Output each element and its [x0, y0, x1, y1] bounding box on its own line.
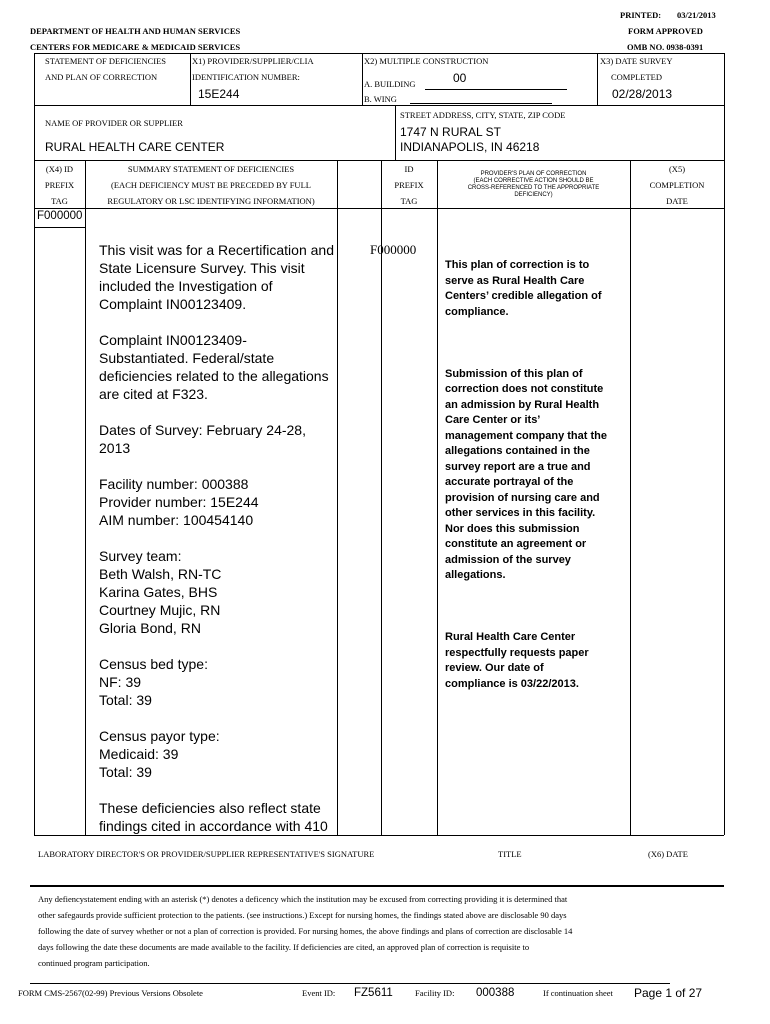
plan-line: an admission by Rural Health — [445, 398, 600, 411]
footnote-line: continued program participation. — [38, 958, 150, 968]
form-approved: FORM APPROVED — [628, 26, 703, 36]
summary-line: Census bed type: — [99, 656, 208, 672]
printed-date: 03/21/2013 — [677, 10, 716, 20]
footnote-line: Any defiencystatement ending with an asterisk (*) denotes a deficency which the institution may be excused from correcting providing it is determined that — [38, 894, 568, 904]
summary-line: 2013 — [99, 440, 131, 456]
plan-line: review. Our date of — [445, 662, 544, 674]
col-id-line2: PREFIX — [394, 180, 424, 190]
provider-id-value: 15E244 — [198, 87, 240, 101]
address-line-1: 1747 N RURAL ST — [400, 125, 501, 139]
frame-right-line — [724, 53, 725, 835]
title-label: TITLE — [498, 849, 522, 859]
summary-line: Provider number: 15E244 — [99, 494, 259, 510]
summary-line: NF: 39 — [99, 674, 142, 690]
plan-line: compliance is 03/22/2013. — [445, 677, 579, 690]
col-plan-line4: DEFICIENCY) — [514, 192, 553, 198]
col-x4-line3: TAG — [51, 196, 68, 206]
date-label: (X6) DATE — [648, 849, 688, 859]
deficiency-summary — [99, 241, 335, 835]
plan-line: provision of nursing care and — [445, 491, 600, 504]
event-id-value: FZ5611 — [354, 987, 393, 999]
plan-of-correction — [445, 258, 627, 692]
plan-line: accurate portrayal of the — [445, 476, 574, 488]
printed-label: PRINTED: — [620, 10, 662, 20]
deficiency-tag: F000000 — [37, 210, 83, 222]
summary-line: included the Investigation of — [99, 278, 273, 294]
summary-line: This visit was for a Recertification and — [99, 242, 334, 258]
summary-line — [99, 313, 335, 331]
facility-id-label: Facility ID: — [415, 988, 455, 998]
form-number: FORM CMS-2567(02-99) Previous Versions Obsolete — [18, 988, 203, 998]
plan-line — [445, 584, 627, 600]
provider-name-value: RURAL HEALTH CARE CENTER — [45, 140, 225, 154]
footnote-line: days following the date these documents are made available to the facility. If deficiencies are cited, an approved plan of correction is requisite to — [38, 942, 530, 952]
plan-line: admission of the survey — [445, 553, 571, 566]
summary-line: are cited at F323. — [99, 386, 208, 402]
disclosure-footnote — [38, 891, 718, 971]
plan-line: management company that the — [445, 429, 607, 442]
plan-line: This plan of correction is to — [445, 259, 590, 271]
summary-line: Total: 39 — [99, 692, 152, 708]
plan-id-tag: F000000 — [370, 242, 417, 257]
statement-label-2: AND PLAN OF CORRECTION — [45, 72, 158, 82]
provider-id-label: X1) PROVIDER/SUPPLIER/CLIA — [192, 56, 314, 66]
plan-line — [445, 351, 627, 367]
summary-line — [99, 709, 335, 727]
plan-line: survey report are a true and — [445, 460, 591, 473]
footnote-line: other safegaurds provide sufficient protection to the patients. (see instructions.) Except for nursing homes, the findings stated above are disclosable 90 days — [38, 910, 567, 920]
summary-line: AIM number: 100454140 — [99, 512, 254, 528]
summary-line — [99, 637, 335, 655]
summary-line — [99, 403, 335, 421]
col-x4-line1: (X4) ID — [45, 164, 74, 174]
address-label: STREET ADDRESS, CITY, STATE, ZIP CODE — [400, 110, 566, 120]
summary-line: Beth Walsh, RN-TC — [99, 566, 222, 582]
summary-line — [99, 457, 335, 475]
summary-line: Courtney Mujic, RN — [99, 602, 221, 618]
page-number: Page 1 of 27 — [634, 986, 703, 1000]
date-survey-value: 02/28/2013 — [612, 87, 673, 101]
summary-line: Medicaid: 39 — [99, 746, 179, 762]
plan-line — [445, 320, 627, 336]
plan-line — [445, 599, 627, 615]
date-survey-label: X3) DATE SURVEY — [600, 56, 673, 66]
summary-line: Census payor type: — [99, 728, 220, 744]
plan-line: respectfully requests paper — [445, 646, 589, 659]
event-id-label: Event ID: — [302, 988, 336, 998]
summary-line: Complaint IN00123409- — [99, 332, 247, 348]
plan-line — [445, 336, 627, 352]
plan-line: Care Center or its’ — [445, 414, 541, 426]
summary-line: Survey team: — [99, 548, 182, 564]
plan-line: correction does not constitute — [445, 383, 604, 395]
director-signature-label: LABORATORY DIRECTOR'S OR PROVIDER/SUPPLIER REPRESENTATIVE'S SIGNATURE — [38, 849, 375, 859]
plan-line: Centers’ credible allegation of — [445, 290, 602, 302]
summary-line: Complaint IN00123409. — [99, 296, 247, 312]
summary-line: findings cited in accordance with 410 — [99, 818, 328, 834]
continuation-label: If continuation sheet — [543, 988, 613, 998]
building-value: 00 — [453, 71, 467, 85]
plan-line: constitute an agreement or — [445, 538, 587, 550]
summary-line: Total: 39 — [99, 764, 152, 780]
provider-name-label: NAME OF PROVIDER OR SUPPLIER — [45, 118, 183, 128]
summary-line — [99, 529, 335, 547]
plan-line: Nor does this submission — [445, 522, 580, 535]
summary-line: Facility number: 000388 — [99, 476, 249, 492]
col-summary-line2: (EACH DEFICIENCY MUST BE PRECEDED BY FULL — [111, 180, 311, 190]
summary-line: deficiencies related to the allegations — [99, 368, 329, 384]
summary-line: These deficiencies also reflect state — [99, 800, 321, 816]
date-survey-label-2: COMPLETED — [611, 72, 662, 82]
col-x5-line2: COMPLETION — [649, 180, 705, 190]
plan-line: compliance. — [445, 305, 509, 318]
col-id-line3: TAG — [400, 196, 418, 206]
col-summary-line3: REGULATORY OR LSC IDENTIFYING INFORMATION) — [107, 196, 315, 206]
col-plan-line3: CROSS-REFERENCED TO THE APPROPRIATE — [467, 185, 600, 191]
col-x5-line3: DATE — [666, 196, 688, 206]
plan-line: allegations contained in the — [445, 445, 590, 457]
plan-line: Submission of this plan of — [445, 367, 583, 380]
plan-line: serve as Rural Health Care — [445, 274, 585, 287]
col-summary-line1: SUMMARY STATEMENT OF DEFICIENCIES — [127, 164, 295, 174]
plan-line — [445, 615, 627, 631]
summary-line: Karina Gates, BHS — [99, 584, 218, 600]
plan-line: other services in this facility. — [445, 507, 596, 519]
multiple-construction-label: X2) MULTIPLE CONSTRUCTION — [364, 56, 489, 66]
summary-line: State Licensure Survey. This visit — [99, 260, 305, 276]
plan-line: Rural Health Care Center — [445, 631, 576, 643]
department-title: DEPARTMENT OF HEALTH AND HUMAN SERVICES — [30, 26, 241, 36]
address-line-2: INDIANAPOLIS, IN 46218 — [400, 140, 540, 154]
frame-top-line — [34, 53, 724, 54]
plan-line: allegations. — [445, 569, 506, 581]
col-x4-line2: PREFIX — [44, 180, 75, 190]
col-plan-line2: (EACH CORRECTIVE ACTION SHOULD BE — [473, 178, 594, 184]
building-label: A. BUILDING — [364, 79, 416, 89]
statement-label: STATEMENT OF DEFICIENCIES — [45, 56, 167, 66]
omb-number: OMB NO. 0938-0391 — [627, 42, 704, 52]
summary-line: Dates of Survey: February 24-28, — [99, 422, 306, 438]
summary-line: Gloria Bond, RN — [99, 620, 201, 636]
summary-line: Substantiated. Federal/state — [99, 350, 275, 366]
wing-label: B. WING — [364, 94, 397, 104]
col-x5-line1: (X5) — [668, 164, 686, 174]
summary-line — [99, 781, 335, 799]
provider-id-label-2: IDENTIFICATION NUMBER: — [192, 72, 300, 82]
col-id-line1: ID — [404, 164, 414, 174]
agency-title: CENTERS FOR MEDICARE & MEDICAID SERVICES — [30, 42, 241, 52]
col-plan-line1: PROVIDER'S PLAN OF CORRECTION — [480, 171, 587, 177]
facility-id-value: 000388 — [476, 987, 515, 999]
footnote-line: following the date of survey whether or not a plan of correction is provided. For nursing homes, the above findings and plans of correction are disclosable 14 — [38, 926, 573, 936]
